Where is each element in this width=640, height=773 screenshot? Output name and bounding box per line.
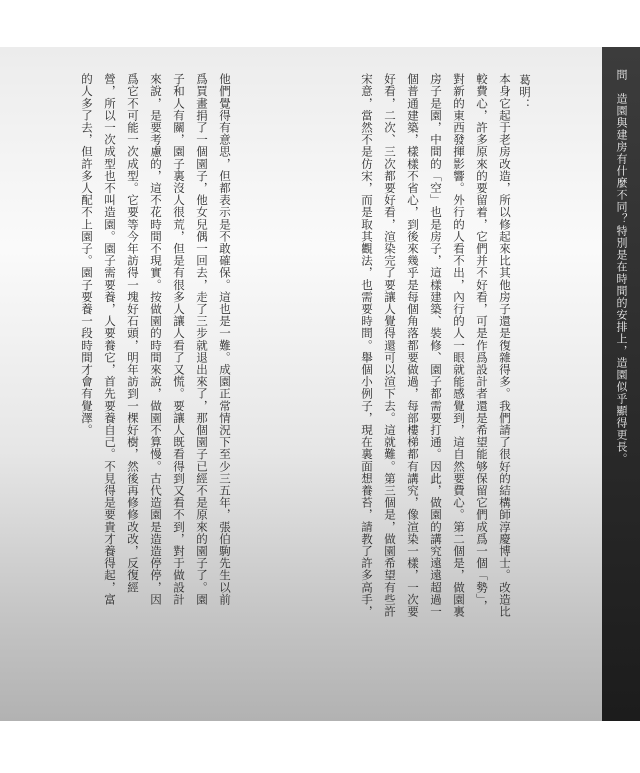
paragraph-line-13: 營，所以一次成型也不叫造園。園子需要養，人要養它，首先要養自己。不見得是要貴才養得起，富 bbox=[103, 73, 117, 606]
paragraph-line-2: 較費心，許多原來的要留着，它們并不好看，可是作爲設計者還是希望能够保留它們成爲一個「勢」， bbox=[475, 73, 489, 612]
paragraph-line-8: 他們覺得有意思，但都表示是不敢確保。這也是一難。成園正常情況下至少三五年，張伯駒先生以前 bbox=[218, 73, 232, 606]
paragraph-line-9: 爲買畫捐了一個園子，他女兒偶一回去，走了三步就退出來了，那個園子已經不是原來的園子了。園 bbox=[195, 73, 209, 606]
speaker-label: 葛明： bbox=[518, 74, 532, 111]
paragraph-line-7: 宋意，當然不是仿宋，而是取其觀法，也需要時間。舉個小例子，現在裏面想養苔，請教了許多高手， bbox=[360, 73, 374, 618]
paragraph-line-3: 對新的東西發揮影響。外行的人看不出，內行的人一眼就能感覺到，這自然要費心。第二個是，做園裏 bbox=[452, 73, 466, 618]
paragraph-line-12: 爲它不可能一次成型。它要等今年訪得一塊好石頭，明年訪到一棵好樹，然後再修修改改，反復經 bbox=[126, 73, 140, 594]
paragraph-line-4: 房子是園，中間的「空」也是房子，這樣建築、裝修、園子都需要打通。因此，做園的講究遠遠超過一 bbox=[429, 73, 443, 618]
question-side-strip bbox=[602, 47, 640, 721]
paragraph-line-5: 個普通建築，樣樣不省心，到後來幾乎是每個角落都要做過，每部樓梯都有講究，像渲染一樣，一次要 bbox=[406, 73, 420, 618]
paragraph-line-10: 子和人有關，園子裏沒人很荒，但是有很多人讓人看了又慌。要讓人既看得到又看不到，對于做設計 bbox=[172, 73, 186, 606]
page-text-area bbox=[18, 47, 640, 721]
paragraph-line-11: 來說，是要考慮的，這不花時間不現實。按做園的時間來說，做園不算慢。古代造園是造造停停，因 bbox=[149, 73, 163, 606]
paragraph-line-1: 本身它起于老房改造，所以修起來比其他房子還是復雜得多。我們請了很好的結構師淳慶博士。改造比 bbox=[498, 73, 512, 618]
question-text: 問 造園與建房有什麼不同？特別是在時間的安排上，造園似乎顯得更長。 bbox=[615, 69, 628, 465]
paragraph-line-6: 好看，二次、三次都要好看，渲染完了要讓人覺得還可以渲下去。這就難。第三個是，做園希望有些許 bbox=[383, 73, 397, 618]
paragraph-line-14: 的人多了去，但許多人配不上園子。園子要養一段時間才會有覺澤。 bbox=[80, 73, 94, 436]
